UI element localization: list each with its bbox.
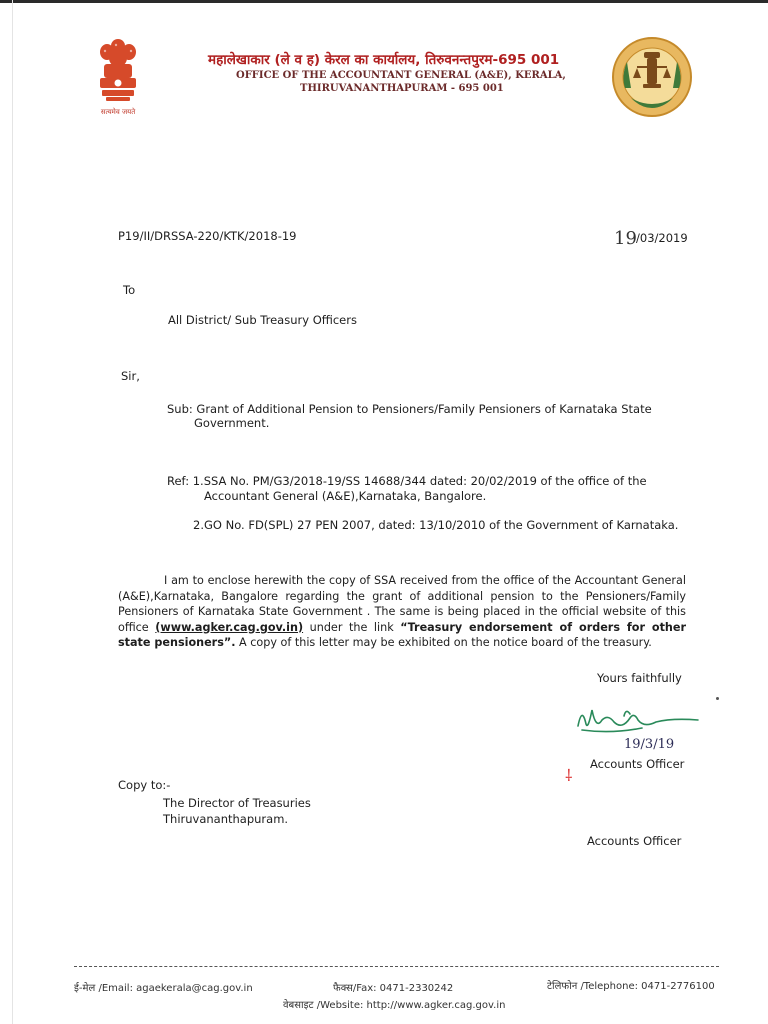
handwritten-signature: [572, 700, 704, 756]
scan-speck: [716, 697, 719, 700]
scan-edge-top: [0, 0, 768, 3]
website-link-text: (www.agker.cag.gov.in): [155, 620, 304, 634]
signatory-title-2: Accounts Officer: [587, 834, 682, 848]
body-text-part3: A copy of this letter may be exhibited on the notice board of the treasury.: [235, 636, 652, 649]
footer-telephone: टेलिफोन /Telephone: 0471-2776100: [547, 981, 715, 992]
reference-1-line2: Accountant General (A&E),Karnataka, Bangalore.: [204, 489, 487, 503]
subject-line1: Sub: Grant of Additional Pension to Pensioners/Family Pensioners of Karnataka State: [167, 402, 652, 416]
body-text-part1: I am to enclose herewith the copy of SSA received from the office of the Accountant General (A&E),Karnataka, Bangalore regarding the grant of additional pension to the Pensioners/Family Pensioners of Karnataka State Government . The same is being placed in the official website of this office: [118, 574, 686, 634]
signatory-title: Accounts Officer: [590, 757, 685, 771]
state-emblem-icon: [92, 36, 144, 108]
red-tick-mark: ⸸: [565, 766, 573, 785]
reference-2: 2.GO No. FD(SPL) 27 PEN 2007, dated: 13/10/2010 of the Government of Karnataka.: [193, 518, 679, 532]
emblem-motto: सत्यमेव जयते: [100, 108, 136, 116]
date-handwritten-day: 19: [614, 228, 637, 249]
header-english-line2: THIRUVANANTHAPURAM - 695 001: [300, 83, 504, 94]
copy-to-label: Copy to:-: [118, 778, 171, 792]
salutation: Sir,: [121, 369, 140, 383]
body-text-part2: under the link: [303, 620, 401, 634]
footer-divider: [74, 966, 719, 967]
reference-number: P19/II/DRSSA-220/KTK/2018-19: [118, 229, 297, 243]
reference-1-line1: Ref: 1.SSA No. PM/G3/2018-19/SS 14688/344 dated: 20/02/2019 of the office of the: [167, 474, 647, 488]
footer-fax: फैक्स/Fax: 0471-2330242: [333, 983, 454, 994]
closing: Yours faithfully: [597, 671, 682, 685]
copy-to-line2: Thiruvananthapuram.: [163, 812, 289, 826]
date-printed: /03/2019: [636, 231, 688, 245]
to-label: To: [123, 283, 136, 297]
footer-website: वेबसाइट /Website: http://www.agker.cag.gov.in: [283, 1000, 506, 1011]
body-bold-link-name: “Treasury endorsement of orders for other state pensioners”.: [118, 620, 686, 649]
subject-line2: Government.: [194, 416, 270, 430]
copy-to-line1: The Director of Treasuries: [163, 796, 311, 810]
cag-seal-icon: [611, 36, 693, 118]
body-paragraph: [118, 573, 686, 651]
header-hindi-title: महालेखाकार (ले व ह) केरल का कार्यालय, तिरुवनन्तपुरम-695 001: [208, 52, 560, 68]
header-english-line1: OFFICE OF THE ACCOUNTANT GENERAL (A&E), KERALA,: [236, 70, 566, 81]
signature-date: 19/3/19: [624, 737, 675, 752]
scan-edge-left: [12, 0, 13, 1024]
addressee: All District/ Sub Treasury Officers: [168, 313, 357, 327]
footer-email: ई-मेल /Email: agaekerala@cag.gov.in: [74, 983, 253, 994]
